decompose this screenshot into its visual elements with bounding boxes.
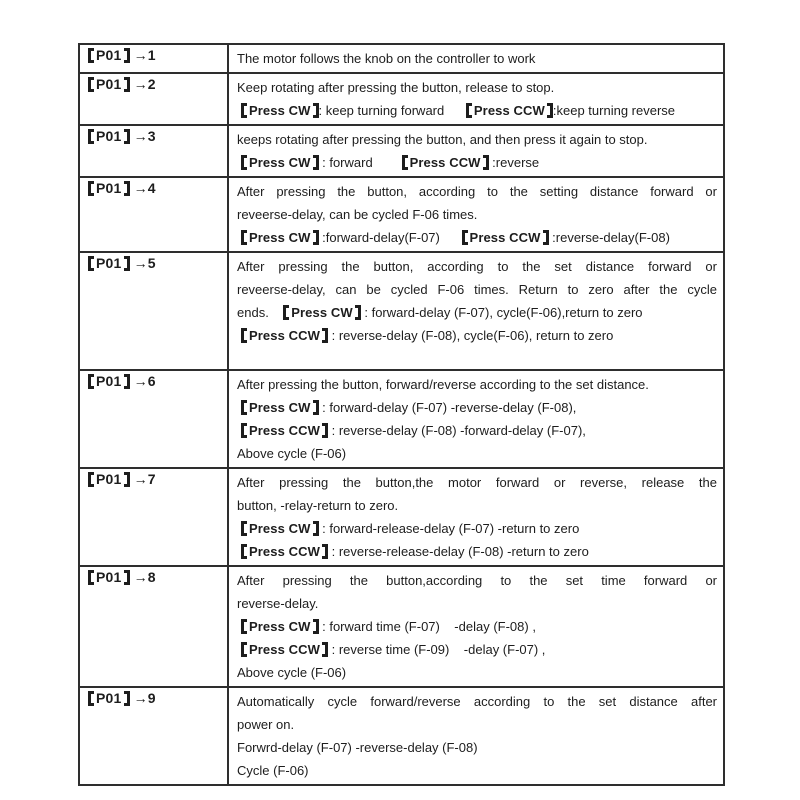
- press-key-label: Press CW: [241, 230, 319, 245]
- description-line: [237, 324, 717, 347]
- param-mode-cell: P01 →6: [79, 370, 228, 468]
- param-mode-cell: P01 →3: [79, 125, 228, 177]
- description-line: [237, 713, 717, 736]
- left-lenticular-bracket-icon: [88, 181, 94, 196]
- description-text: Automatically cycle forward/reverse according to the set distance after: [237, 694, 717, 709]
- left-lenticular-bracket-icon: [241, 544, 247, 559]
- description-text: :keep turning reverse: [552, 103, 676, 118]
- description-text: After pressing the button,the motor forward or reverse, release the: [237, 475, 717, 490]
- press-key-label: Press CW: [283, 305, 361, 320]
- parameter-mode-table: [78, 43, 725, 786]
- press-key-label: Press CCW: [462, 230, 549, 245]
- left-lenticular-bracket-icon: [88, 129, 94, 144]
- description-line: [237, 540, 717, 563]
- description-text: : keep turning forward: [318, 103, 466, 118]
- description-line: [237, 396, 717, 419]
- description-line: [237, 661, 717, 684]
- description-text: : reverse time (F-09) -delay (F-07) ,: [327, 642, 546, 657]
- description-text: :reverse-delay(F-08): [548, 230, 670, 245]
- description-text: power on.: [237, 717, 295, 732]
- left-lenticular-bracket-icon: [88, 77, 94, 92]
- table-row-mode-9: [79, 687, 724, 785]
- left-lenticular-bracket-icon: [283, 305, 289, 320]
- left-lenticular-bracket-icon: [88, 374, 94, 389]
- description-text: : reverse-delay (F-08) -forward-delay (F-07),: [327, 423, 586, 438]
- description-line: [237, 226, 717, 249]
- table-row-mode-7: [79, 468, 724, 566]
- description-line: [237, 615, 717, 638]
- description-text: The motor follows the knob on the controller to work: [237, 51, 536, 66]
- left-lenticular-bracket-icon: [241, 328, 247, 343]
- mode-description-cell: [228, 177, 724, 252]
- description-text: : forward-delay (F-07), cycle(F-06),return to zero: [360, 305, 643, 320]
- description-text: : forward-release-delay (F-07) -return to zero: [318, 521, 580, 536]
- left-lenticular-bracket-icon: [88, 570, 94, 585]
- description-text: After pressing the button, forward/reverse according to the set distance.: [237, 377, 649, 392]
- param-mode-cell: P01 →2: [79, 73, 228, 125]
- description-text: :reverse: [488, 155, 540, 170]
- mode-description-cell: [228, 468, 724, 566]
- press-key-label: Press CCW: [466, 103, 553, 118]
- description-line: [237, 76, 717, 99]
- table-row-mode-4: [79, 177, 724, 252]
- press-key-label: Press CCW: [241, 544, 328, 559]
- description-text: Keep rotating after pressing the button, release to stop.: [237, 80, 555, 95]
- param-mode-cell: P01 →8: [79, 566, 228, 687]
- description-line: [237, 494, 717, 517]
- right-lenticular-bracket-icon: [124, 77, 130, 92]
- description-line: [237, 759, 717, 782]
- description-text: Above cycle (F-06): [237, 665, 347, 680]
- description-text: Cycle (F-06): [237, 763, 309, 778]
- description-text: After pressing the button,according to the set time forward or: [237, 573, 717, 588]
- left-lenticular-bracket-icon: [241, 400, 247, 415]
- description-text: : forward time (F-07) -delay (F-08) ,: [318, 619, 536, 634]
- press-key-label: Press CCW: [402, 155, 489, 170]
- right-lenticular-bracket-icon: [124, 48, 130, 63]
- description-line: [237, 180, 717, 203]
- press-key-label: Press CW: [241, 155, 319, 170]
- left-lenticular-bracket-icon: [462, 230, 468, 245]
- press-key-label: Press CW: [241, 619, 319, 634]
- description-line: [237, 278, 717, 301]
- description-text: After pressing the button, according to the setting distance forward or: [237, 184, 717, 199]
- mode-description-cell: [228, 370, 724, 468]
- press-key-label: Press CW: [241, 521, 319, 536]
- description-line: [237, 301, 717, 324]
- table-body: [79, 44, 724, 785]
- description-text: : reverse-release-delay (F-08) -return to zero: [327, 544, 589, 559]
- press-key-label: Press CCW: [241, 642, 328, 657]
- description-line: [237, 128, 717, 151]
- right-lenticular-bracket-icon: [124, 129, 130, 144]
- param-mode-cell: P01 →7: [79, 468, 228, 566]
- left-lenticular-bracket-icon: [241, 642, 247, 657]
- right-lenticular-bracket-icon: [124, 472, 130, 487]
- description-line: [237, 690, 717, 713]
- description-text: reveerse-delay, can be cycled F-06 times.: [237, 207, 478, 222]
- press-key-label: Press CW: [241, 103, 319, 118]
- description-line: [237, 736, 717, 759]
- left-lenticular-bracket-icon: [241, 155, 247, 170]
- description-text: :forward-delay(F-07): [318, 230, 462, 245]
- press-key-label: Press CCW: [241, 423, 328, 438]
- table-row-mode-5: [79, 252, 724, 370]
- description-line: [237, 99, 717, 122]
- description-text: button, -relay-return to zero.: [237, 498, 399, 513]
- left-lenticular-bracket-icon: [241, 423, 247, 438]
- mode-description-cell: [228, 687, 724, 785]
- left-lenticular-bracket-icon: [241, 619, 247, 634]
- table-row-mode-8: [79, 566, 724, 687]
- left-lenticular-bracket-icon: [88, 472, 94, 487]
- description-line: [237, 47, 717, 70]
- description-text: keeps rotating after pressing the button, and then press it again to stop.: [237, 132, 648, 147]
- mode-description-cell: [228, 566, 724, 687]
- mode-description-cell: [228, 125, 724, 177]
- description-line: [237, 255, 717, 278]
- description-text: reveerse-delay, can be cycled F-06 times. Return to zero after the cycle: [237, 282, 717, 297]
- right-lenticular-bracket-icon: [124, 374, 130, 389]
- table-row-mode-3: [79, 125, 724, 177]
- description-text: : forward: [318, 155, 402, 170]
- description-line: [237, 471, 717, 494]
- param-mode-cell: P01 →9: [79, 687, 228, 785]
- description-line: [237, 638, 717, 661]
- left-lenticular-bracket-icon: [88, 256, 94, 271]
- table-row-mode-2: [79, 73, 724, 125]
- left-lenticular-bracket-icon: [241, 521, 247, 536]
- description-text: ends.: [237, 305, 284, 320]
- description-text: Forwrd-delay (F-07) -reverse-delay (F-08): [237, 740, 478, 755]
- right-lenticular-bracket-icon: [124, 256, 130, 271]
- description-line: [237, 203, 717, 226]
- left-lenticular-bracket-icon: [88, 48, 94, 63]
- description-text: reverse-delay.: [237, 596, 319, 611]
- left-lenticular-bracket-icon: [88, 691, 94, 706]
- description-line: [237, 569, 717, 592]
- description-line: [237, 419, 717, 442]
- mode-description-cell: [228, 44, 724, 73]
- description-text: : reverse-delay (F-08), cycle(F-06), return to zero: [327, 328, 614, 343]
- param-mode-cell: P01 →4: [79, 177, 228, 252]
- mode-description-cell: [228, 252, 724, 370]
- left-lenticular-bracket-icon: [402, 155, 408, 170]
- param-mode-cell: P01 →1: [79, 44, 228, 73]
- description-line: [237, 442, 717, 465]
- right-lenticular-bracket-icon: [124, 181, 130, 196]
- description-text: : forward-delay (F-07) -reverse-delay (F-08),: [318, 400, 577, 415]
- left-lenticular-bracket-icon: [241, 103, 247, 118]
- param-mode-cell: P01 →5: [79, 252, 228, 370]
- right-lenticular-bracket-icon: [124, 570, 130, 585]
- left-lenticular-bracket-icon: [241, 230, 247, 245]
- description-line: [237, 517, 717, 540]
- description-line: [237, 373, 717, 396]
- description-text: After pressing the button, according to the set distance forward or: [237, 259, 717, 274]
- table-row-mode-1: [79, 44, 724, 73]
- left-lenticular-bracket-icon: [466, 103, 472, 118]
- press-key-label: Press CW: [241, 400, 319, 415]
- description-line: [237, 592, 717, 615]
- description-line: [237, 151, 717, 174]
- description-text: Above cycle (F-06): [237, 446, 347, 461]
- table-row-mode-6: [79, 370, 724, 468]
- right-lenticular-bracket-icon: [124, 691, 130, 706]
- mode-description-cell: [228, 73, 724, 125]
- press-key-label: Press CCW: [241, 328, 328, 343]
